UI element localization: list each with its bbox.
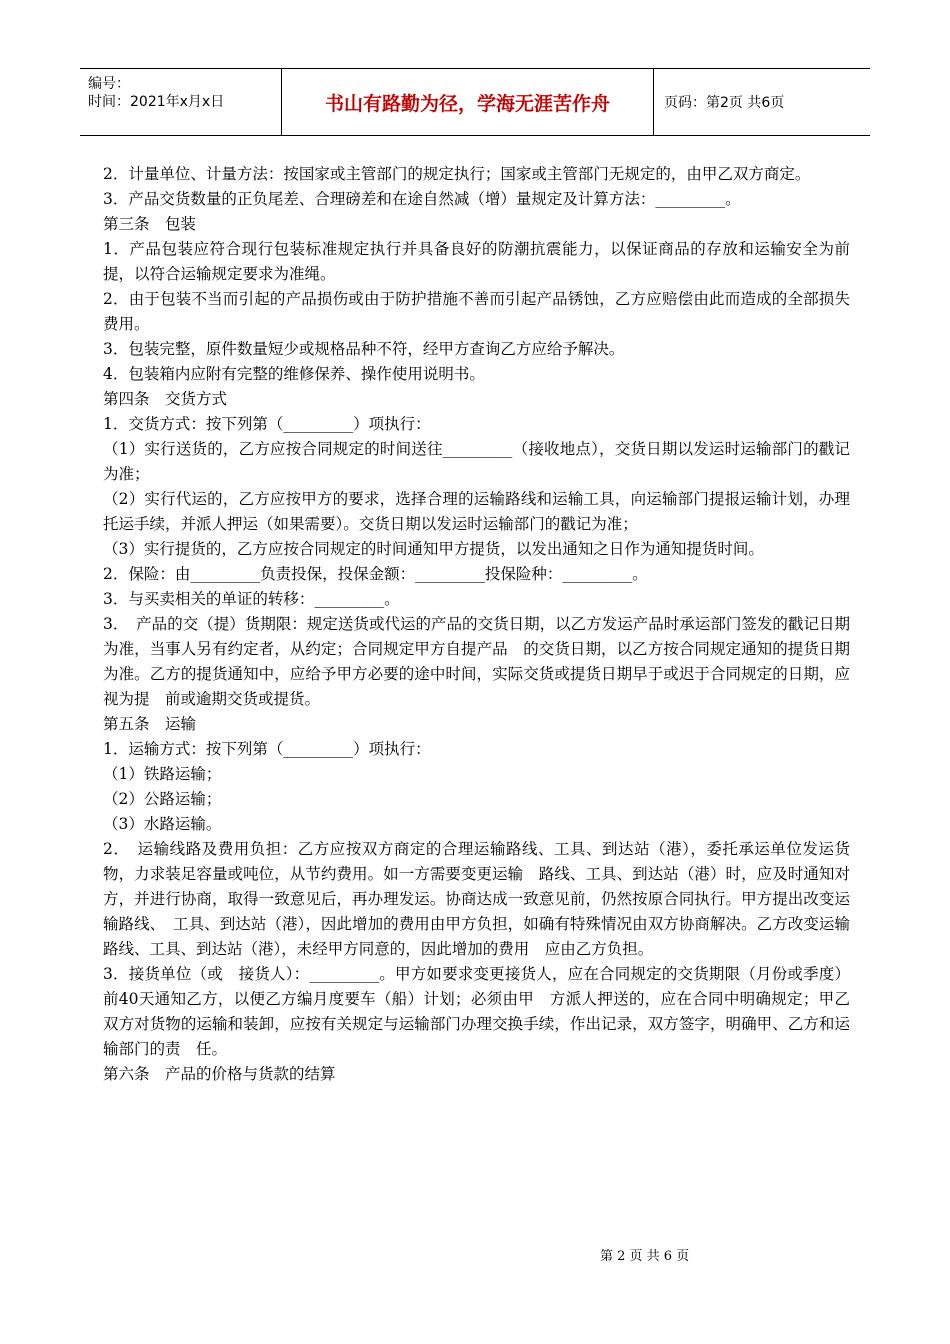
header-page-number: 页码：第2页 共6页	[664, 95, 785, 111]
paragraph: （3）实行提货的，乙方应按合同规定的时间通知甲方提货，以发出通知之日作为通知提货时间。	[103, 540, 764, 558]
paragraph: 4．包装箱内应附有完整的维修保养、操作使用说明书。	[103, 365, 485, 383]
document-number-label: 编号：	[88, 76, 130, 92]
paragraph: 2．由于包装不当而引起的产品损伤或由于防护措施不善而引起产品锈蚀，乙方应赔偿由此而造成的全部损失费用。	[103, 290, 850, 333]
page-footer: 第 2 页 共 6 页	[600, 1249, 690, 1264]
document-body	[103, 162, 850, 1087]
paragraph: （1）铁路运输；	[103, 765, 222, 783]
paragraph: 3． 产品的交（提）货期限：规定送货或代运的产品的交货日期，以乙方发运产品时承运部门签发的戳记日期为准，当事人另有约定者，从约定；合同规定甲方自提产品 的交货日期，以乙方按合同规定通知的提货日期为准。乙方的提货通知中，应给予甲方必要的途中时间，实际交货或提货日期早于或迟于合同规定的日期，应视为提 前或逾期交货或提货。	[103, 615, 850, 708]
header-motto: 书山有路勤为径，学海无涯苦作舟	[282, 69, 654, 135]
paragraph: （3）水路运输。	[103, 815, 222, 833]
paragraph: 2．保险：由_________负责投保，投保金额：_________投保险种：_________。	[103, 565, 648, 583]
paragraph: 1．运输方式：按下列第（_________）项执行：	[103, 740, 431, 758]
section-heading: 第六条 产品的价格与货款的结算	[103, 1065, 336, 1083]
page-header	[80, 68, 870, 136]
section-heading: 第五条 运输	[103, 715, 197, 733]
header-info	[80, 69, 282, 135]
paragraph: （2）公路运输；	[103, 790, 222, 808]
paragraph: 1．产品包装应符合现行包装标准规定执行并具备良好的防潮抗震能力，以保证商品的存放和运输安全为前提，以符合运输规定要求为准绳。	[103, 240, 850, 283]
paragraph: （1）实行送货的，乙方应按合同规定的时间送往_________（接收地点），交货日期以发运时运输部门的戳记为准；	[103, 440, 850, 483]
section-heading: 第三条 包装	[103, 215, 197, 233]
section-heading: 第四条 交货方式	[103, 390, 228, 408]
paragraph: 3．接货单位（或 接货人）：_________。甲方如要求变更接货人，应在合同规定的交货期限（月份或季度）前40天通知乙方，以便乙方编月度要车（船）计划；必须由甲 方派人押送的，应在合同中明确规定；甲乙双方对货物的运输和装卸，应按有关规定与运输部门办理交换手续，作出记录，双方签字，明确甲、乙方和运输部门的责 任。	[103, 965, 850, 1058]
paragraph: 2．计量单位、计量方法：按国家或主管部门的规定执行；国家或主管部门无规定的，由甲乙双方商定。	[103, 165, 811, 183]
paragraph: 3．与买卖相关的单证的转移：_________。	[103, 590, 400, 608]
paragraph: 3．包装完整，原件数量短少或规格品种不符，经甲方查询乙方应给予解决。	[103, 340, 625, 358]
document-date: 时间：2021年x月x日	[88, 94, 225, 110]
paragraph: 2． 运输线路及费用负担：乙方应按双方商定的合理运输路线、工具、到达站（港），委托承运单位发运货物，力求装足容量或吨位，从节约费用。如一方需要变更运输 路线、工具、到达站（港）时，应及时通知对方，并进行协商，取得一致意见后，再办理发运。协商达成一致意见前，仍然按原合同执行。甲方提出改变运输路线、 工具、到达站（港），因此增加的费用由甲方负担，如确有特殊情况由双方协商解决。乙方改变运输路线、工具、到达站（港），未经甲方同意的，因此增加的费用 应由乙方负担。	[103, 840, 850, 958]
paragraph: 1．交货方式：按下列第（_________）项执行：	[103, 415, 431, 433]
paragraph: 3．产品交货数量的正负尾差、合理磅差和在途自然减（增）量规定及计算方法：_________。	[103, 190, 741, 208]
paragraph: （2）实行代运的，乙方应按甲方的要求，选择合理的运输路线和运输工具，向运输部门提报运输计划，办理托运手续，并派人押运（如果需要）。交货日期以发运时运输部门的戳记为准；	[103, 490, 850, 533]
